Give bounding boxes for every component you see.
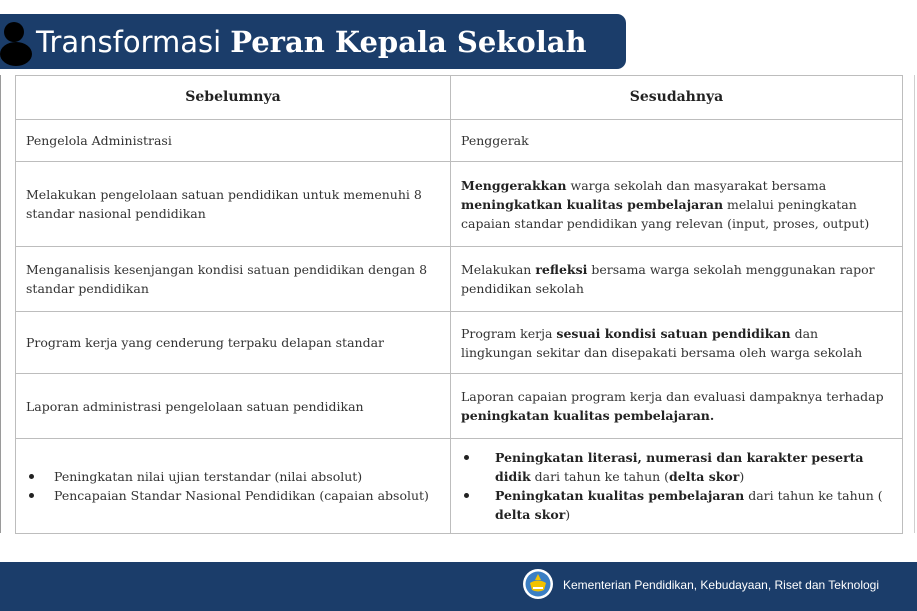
bold-text-run: delta skor bbox=[495, 507, 566, 522]
table-row bbox=[16, 247, 903, 312]
cell-after bbox=[451, 120, 903, 162]
cell-before-bullets bbox=[16, 439, 451, 534]
page-title: Peran Kepala Sekolah bbox=[230, 24, 587, 59]
footer-bar bbox=[0, 562, 917, 611]
text-run: dari tahun ke tahun ( bbox=[530, 469, 670, 484]
cell-after bbox=[451, 312, 903, 374]
text-run: Program kerja bbox=[461, 325, 557, 341]
bullet-item: Pencapaian Standar Nasional Pendidikan (capaian absolut) bbox=[26, 486, 440, 505]
footer-ministry-name: Kementerian Pendidikan, Kebudayaan, Riset dan Teknologi bbox=[563, 578, 879, 592]
cell-before: Program kerja yang cenderung terpaku delapan standar bbox=[16, 312, 451, 374]
table-row bbox=[16, 312, 903, 374]
bold-text-run: sesuai kondisi satuan pendidikan bbox=[556, 325, 791, 341]
logo-silhouette-icon bbox=[0, 20, 38, 66]
text-run: ) bbox=[739, 469, 745, 484]
bold-text-run: delta skor bbox=[669, 469, 740, 484]
cell-after bbox=[451, 374, 903, 439]
bullet-list-before bbox=[26, 467, 440, 505]
cell-after-bullets bbox=[451, 439, 903, 534]
text-run: warga sekolah dan masyarakat bersama bbox=[566, 177, 827, 193]
table-row bbox=[16, 120, 903, 162]
table-row bbox=[16, 162, 903, 247]
bullet-list-after bbox=[461, 448, 892, 524]
table-row bbox=[16, 439, 903, 534]
bold-text-run: Menggerakkan bbox=[461, 177, 567, 193]
cell-after bbox=[451, 162, 903, 247]
text-run: melalui peningkatan capaian standar pendidikan yang relevan (input, proses, output) bbox=[461, 196, 870, 231]
bullet-item bbox=[461, 486, 892, 524]
comparison-table bbox=[15, 75, 903, 534]
bold-text-run: Peningkatan kualitas pembelajaran bbox=[495, 488, 745, 503]
table-row bbox=[16, 374, 903, 439]
bold-text-run: peningkatan kualitas pembelajaran. bbox=[461, 408, 715, 423]
cell-before: Pengelola Administrasi bbox=[16, 120, 451, 162]
title-prefix: Transformasi bbox=[36, 24, 222, 59]
text-run: Penggerak bbox=[461, 133, 529, 148]
cell-before: Melakukan pengelolaan satuan pendidikan untuk memenuhi 8 standar nasional pendidikan bbox=[16, 162, 451, 247]
cell-before: Menganalisis kesenjangan kondisi satuan pendidikan dengan 8 standar pendidikan bbox=[16, 247, 451, 312]
ministry-emblem-icon bbox=[522, 568, 554, 600]
text-run: Laporan capaian program kerja dan evaluasi dampaknya terhadap bbox=[461, 389, 884, 404]
cell-after bbox=[451, 247, 903, 312]
text-run: Melakukan bbox=[461, 262, 536, 277]
bullet-item: Peningkatan nilai ujian terstandar (nilai absolut) bbox=[26, 467, 440, 486]
slide-right-edge bbox=[914, 75, 915, 533]
column-header-after: Sesudahnya bbox=[451, 76, 903, 120]
text-run: ) bbox=[565, 507, 571, 522]
text-run: bersama warga sekolah menggunakan rapor pendidikan sekolah bbox=[461, 262, 875, 296]
cell-before: Laporan administrasi pengelolaan satuan pendidikan bbox=[16, 374, 451, 439]
slide-left-edge bbox=[0, 75, 1, 533]
text-run: dan lingkungan sekitar dan disepakati bersama oleh warga sekolah bbox=[461, 325, 863, 360]
column-header-before: Sebelumnya bbox=[16, 76, 451, 120]
table-header-row bbox=[16, 76, 903, 120]
title-banner bbox=[0, 14, 626, 69]
text-run: dari tahun ke tahun ( bbox=[744, 488, 883, 503]
bold-text-run: meningkatkan kualitas pembelajaran bbox=[461, 196, 724, 212]
bullet-item bbox=[461, 448, 892, 486]
bold-text-run: Peningkatan literasi, numerasi dan karakter peserta didik bbox=[495, 450, 864, 484]
bold-text-run: refleksi bbox=[535, 262, 588, 277]
